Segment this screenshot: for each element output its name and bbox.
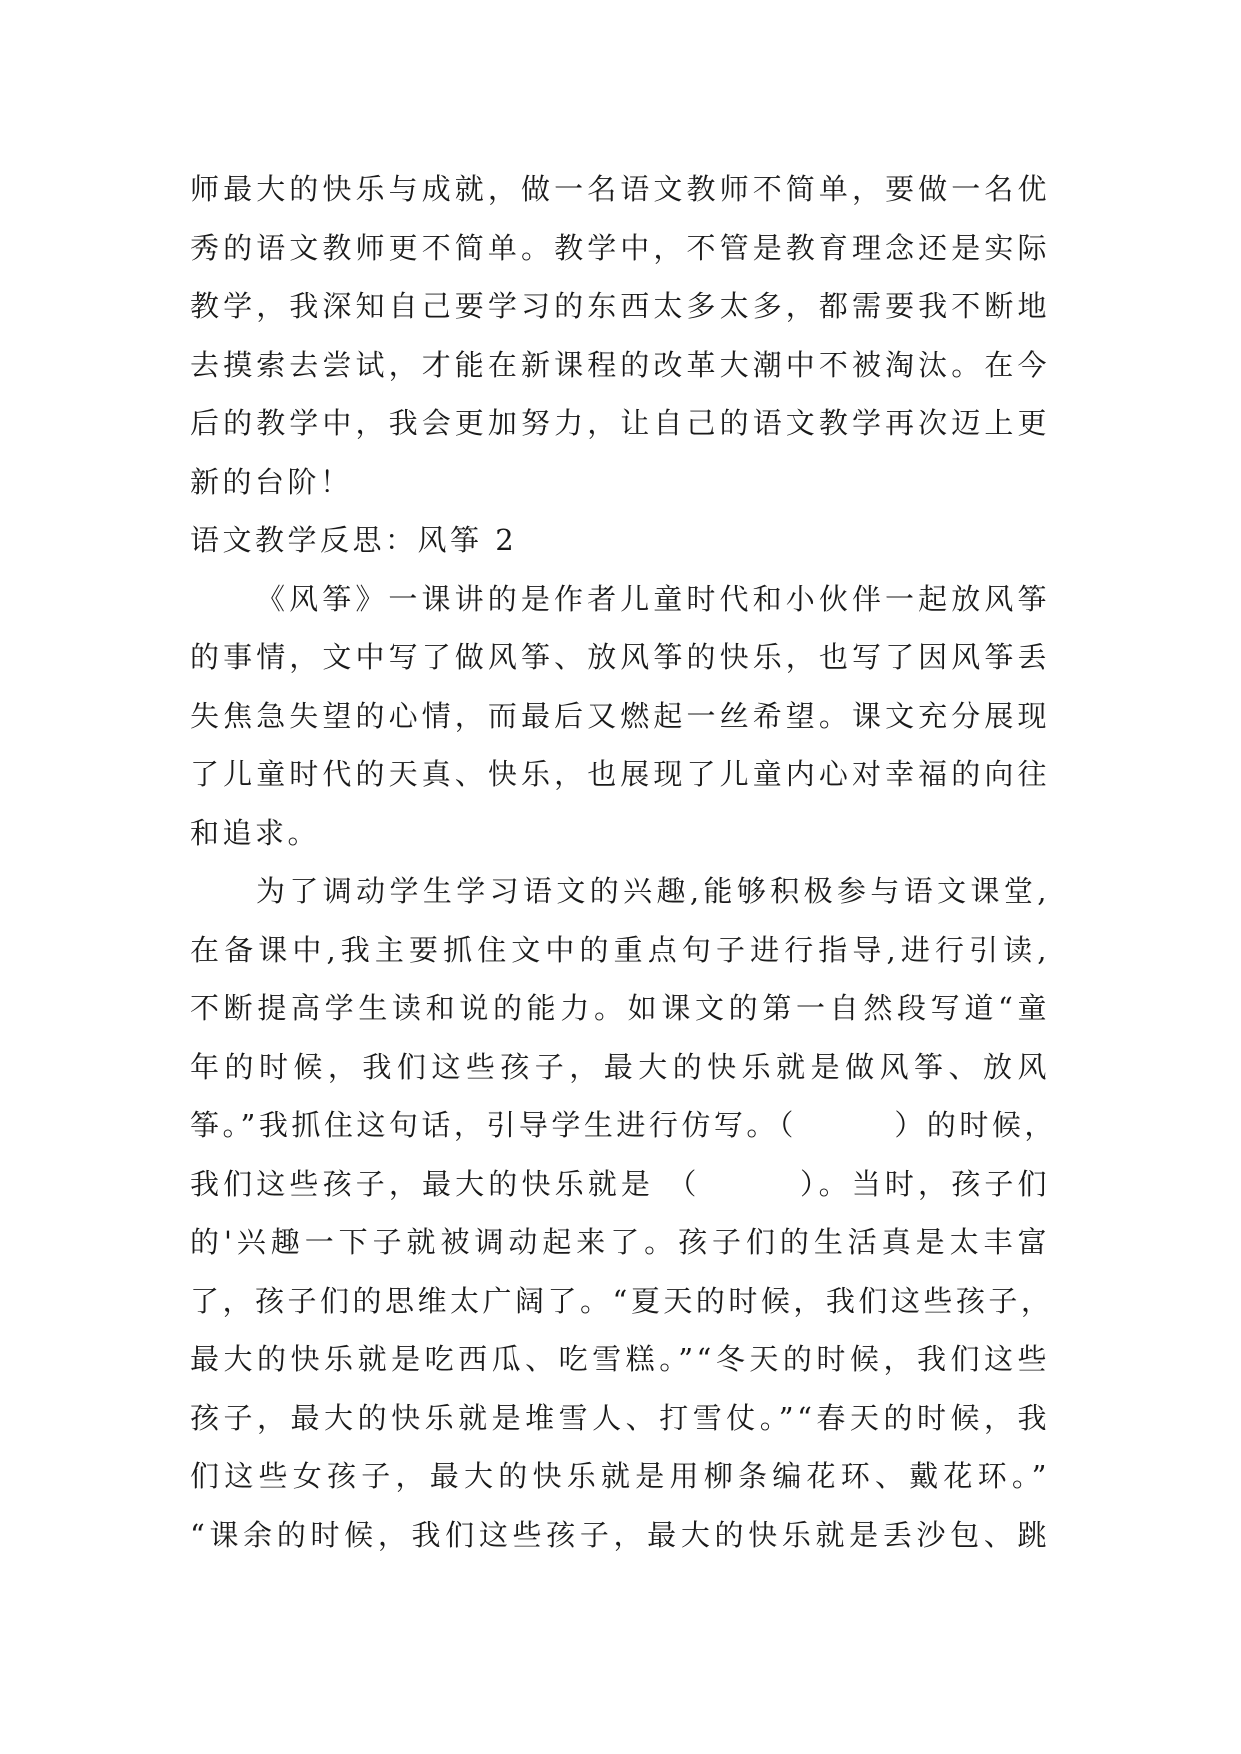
text-line: 了，孩子们的思维太广阔了。“夏天的时候，我们这些孩子， bbox=[190, 1283, 1054, 1318]
text-line: 教学，我深知自己要学习的东西太多太多，都需要我不断地 bbox=[190, 289, 1050, 323]
text-line: 新的台阶！ bbox=[190, 464, 353, 499]
document-page bbox=[190, 160, 1057, 1564]
text-line: 了儿童时代的天真、快乐，也展现了儿童内心对幸福的向往 bbox=[190, 757, 1050, 791]
text-line: 孩子，最大的快乐就是堆雪人、打雪仗。”“春天的时候，我 bbox=[190, 1400, 1050, 1435]
text-line: 秀的语文教师更不简单。教学中，不管是教育理念还是实际 bbox=[190, 230, 1050, 265]
text-line: 《风筝》一课讲的是作者儿童时代和小伙伴一起放风筝 bbox=[256, 581, 1050, 616]
section-heading: 语文教学反思：风筝 2 bbox=[190, 523, 518, 557]
paragraph-1 bbox=[190, 160, 1050, 511]
text-line: “课余的时候，我们这些孩子，最大的快乐就是丢沙包、跳 bbox=[190, 1517, 1050, 1552]
text-line: 的'兴趣一下子就被调动起来了。孩子们的生活真是太丰富 bbox=[190, 1225, 1050, 1259]
text-line: 失焦急失望的心情，而最后又燃起一丝希望。课文充分展现 bbox=[190, 698, 1050, 733]
text-line: 师最大的快乐与成就，做一名语文教师不简单，要做一名优 bbox=[190, 172, 1050, 206]
text-line: 为了调动学生学习语文的兴趣,能够积极参与语文课堂, bbox=[256, 874, 1050, 908]
paragraph-3 bbox=[190, 862, 1057, 1564]
text-line: 后的教学中，我会更加努力，让自己的语文教学再次迈上更 bbox=[190, 406, 1050, 440]
text-line: 去摸索去尝试，才能在新课程的改革大潮中不被淘汰。在今 bbox=[190, 347, 1050, 382]
text-line: 和追求。 bbox=[190, 815, 321, 850]
text-line: 们这些女孩子，最大的快乐就是用柳条编花环、戴花环。” bbox=[190, 1459, 1050, 1493]
paragraph-2 bbox=[190, 570, 1050, 863]
text-line: 我们这些孩子，最大的快乐就是 （ ）。当时，孩子们 bbox=[190, 1166, 1050, 1201]
text-line: 筝。”我抓住这句话，引导学生进行仿写。（ ）的时候， bbox=[190, 1108, 1057, 1142]
text-line: 的事情，文中写了做风筝、放风筝的快乐，也写了因风筝丢 bbox=[190, 640, 1050, 674]
text-line: 在备课中,我主要抓住文中的重点句子进行指导,进行引读, bbox=[190, 932, 1050, 967]
text-line: 最大的快乐就是吃西瓜、吃雪糕。”“冬天的时候，我们这些 bbox=[190, 1342, 1050, 1376]
text-line: 不断提高学生读和说的能力。如课文的第一自然段写道“童 bbox=[190, 991, 1050, 1025]
text-line: 年的时候，我们这些孩子，最大的快乐就是做风筝、放风 bbox=[190, 1049, 1050, 1084]
